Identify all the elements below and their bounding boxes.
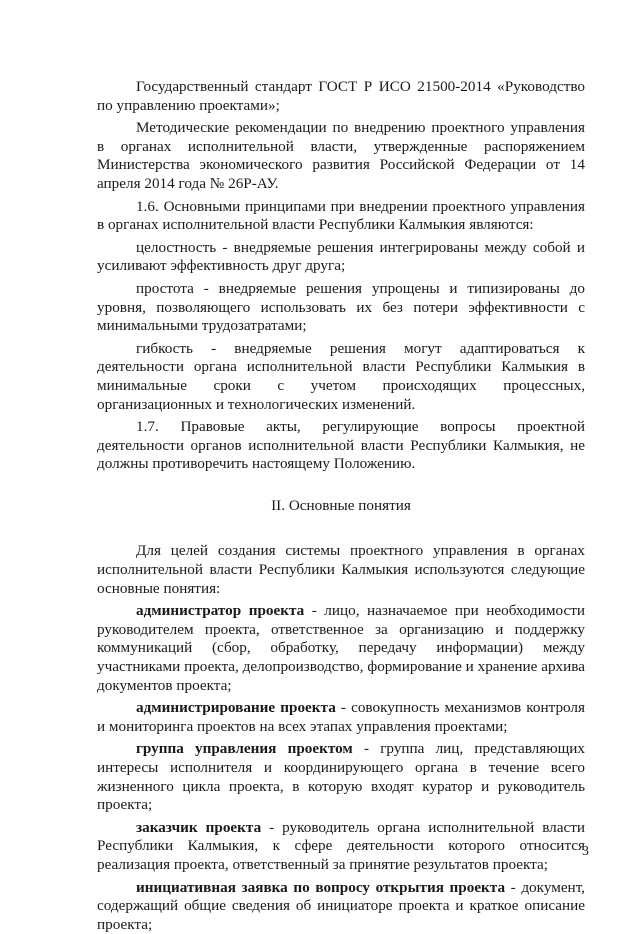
definition-text: - группа лиц, представляющих интересы исполнителя и координирующего органа в течение всего жизненного цикла проекта, в которую входят куратор и руководитель проекта; <box>97 740 585 814</box>
definition-project-customer <box>97 819 585 875</box>
paragraph-legal-acts: 1.7. Правовые акты, регулирующие вопросы проектной деятельности органов исполнительной власти Республики Калмыкия, не должны противоречить настоящему Положению. <box>97 418 585 473</box>
paragraph-principle-simplicity: простота - внедряемые решения упрощены и типизированы до уровня, позволяющего использовать их без потери эффективности с минимальными трудозатратами; <box>97 279 585 335</box>
definition-term: инициативная заявка по вопросу открытия проекта <box>136 878 506 896</box>
definition-term: администратор проекта <box>136 602 305 620</box>
definition-project-administrator <box>97 602 585 695</box>
definition-term: администрирование проекта <box>136 699 336 717</box>
paragraph-principles-intro: 1.6. Основными принципами при внедрении проектного управления в органах исполнительной власти Республики Калмыкия являются: <box>97 197 585 234</box>
definition-text: - документ, содержащий общие сведения об инициаторе проекта и краткое описание проекта; <box>97 878 585 933</box>
paragraph-principle-integrity: целостность - внедряемые решения интегрированы между собой и усиливают эффективность друг друга; <box>97 238 585 275</box>
definition-text: - совокупность механизмов контроля и мониторинга проектов на всех этапах управления проектами; <box>97 699 585 735</box>
definition-text: - руководитель органа исполнительной власти Республики Калмыкия, к сфере деятельности которого относится реализация проекта, ответственный за принятие результатов проекта; <box>97 818 585 873</box>
definition-initiative-application <box>97 879 585 934</box>
definition-term: группа управления проектом <box>136 740 353 758</box>
section-heading: II. Основные понятия <box>271 496 411 514</box>
definition-term: заказчик проекта <box>136 818 262 836</box>
paragraph-gost-standard: Государственный стандарт ГОСТ Р ИСО 21500-2014 «Руководство по управлению проектами»; <box>97 78 585 114</box>
definition-project-management-group <box>97 740 585 814</box>
paragraph-principle-flexibility: гибкость - внедряемые решения могут адаптироваться к деятельности органа исполнительной власти Республики Калмыкия в минимальные сроки с учетом происходящих процессных, организационных и технологических изменений. <box>97 339 585 413</box>
paragraph-methodical-recommendations: Методические рекомендации по внедрению проектного управления в органах исполнительной власти, утвержденные распоряжением Министерства экономического развития Российской Федерации от 14 апреля 2014 года № 26Р-АУ. <box>97 119 585 192</box>
page-number: 3 <box>582 844 589 859</box>
paragraph-definitions-intro: Для целей создания системы проектного управления в органах исполнительной власти Республики Калмыкия используются следующие основные понятия: <box>97 542 585 597</box>
text-column <box>97 78 585 934</box>
definition-project-administration <box>97 699 585 736</box>
definition-text: - лицо, назначаемое при необходимости руководителем проекта, ответственное за организацию и поддержку коммуникаций (сбор, обработку, передачу информации) между участниками проекта, делопроизводство, формирование и хранение архива документов проекта; <box>97 602 585 694</box>
